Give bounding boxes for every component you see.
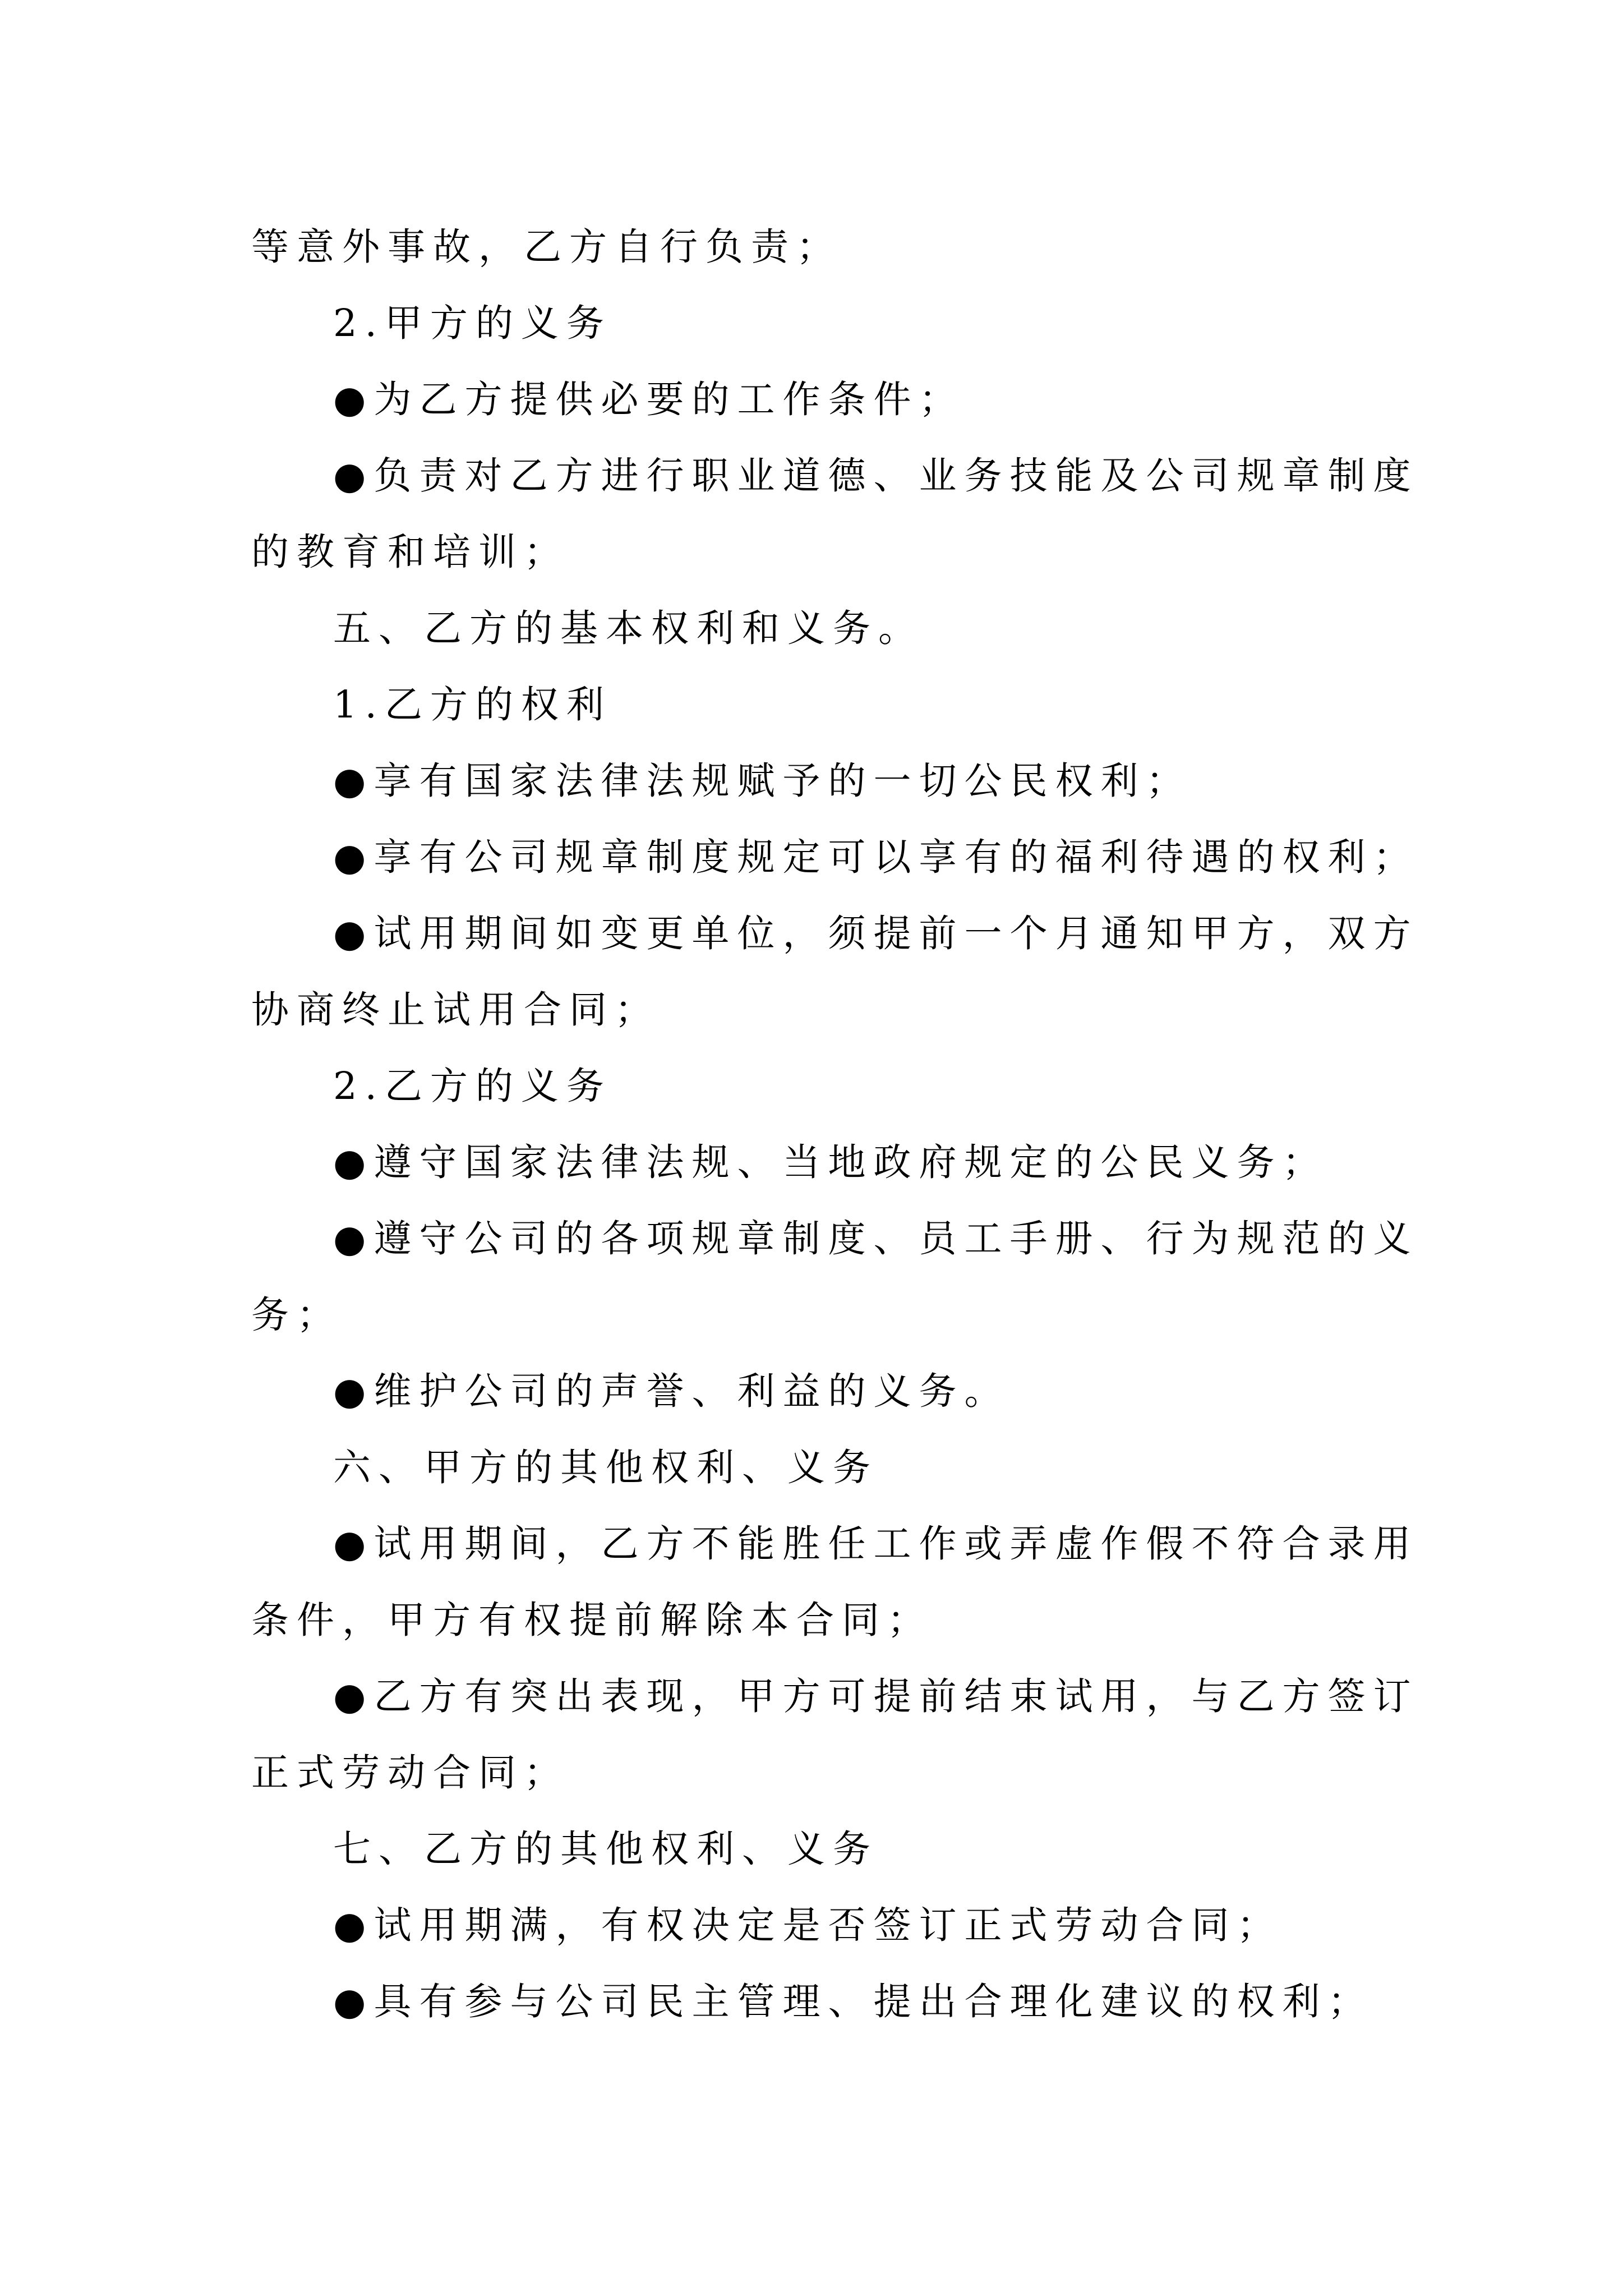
- bullet-item: ●负责对乙方进行职业道德、业务技能及公司规章制度: [333, 454, 1419, 498]
- section-heading: 五、乙方的基本权利和义务。: [333, 606, 924, 650]
- bullet-item: ●维护公司的声誉、利益的义务。: [333, 1369, 1010, 1413]
- bullet-item: ●享有公司规章制度规定可以享有的福利待遇的权利；: [333, 835, 1419, 879]
- bullet-item: ●遵守公司的各项规章制度、员工手册、行为规范的义: [333, 1217, 1419, 1260]
- bullet-item: ●为乙方提供必要的工作条件；: [333, 378, 965, 421]
- bullet-item: ●具有参与公司民主管理、提出合理化建议的权利；: [333, 1980, 1373, 2023]
- bullet-item: ●享有国家法律法规赋予的一切公民权利；: [333, 759, 1192, 803]
- text-line: 等意外事故，乙方自行负责；: [251, 225, 842, 269]
- text-line: 务；: [251, 1293, 342, 1337]
- text-line: 正式劳动合同；: [251, 1751, 569, 1795]
- bullet-item: ●乙方有突出表现，甲方可提前结束试用，与乙方签订: [333, 1674, 1419, 1718]
- text-line: 协商终止试用合同；: [251, 988, 660, 1032]
- text-line: 的教育和培训；: [251, 530, 569, 574]
- bullet-item: ●遵守国家法律法规、当地政府规定的公民义务；: [333, 1140, 1328, 1184]
- section-heading: 六、甲方的其他权利、义务: [333, 1446, 878, 1489]
- section-heading: 七、乙方的其他权利、义务: [333, 1827, 878, 1871]
- section-heading: 2.甲方的义务: [333, 301, 612, 345]
- bullet-item: ●试用期间，乙方不能胜任工作或弄虚作假不符合录用: [333, 1522, 1419, 1566]
- text-line: 条件，甲方有权提前解除本合同；: [251, 1598, 933, 1642]
- bullet-item: ●试用期间如变更单位，须提前一个月通知甲方，双方: [333, 912, 1419, 955]
- section-heading: 2.乙方的义务: [333, 1064, 612, 1108]
- section-heading: 1.乙方的权利: [333, 683, 612, 726]
- bullet-item: ●试用期满，有权决定是否签订正式劳动合同；: [333, 1903, 1283, 1947]
